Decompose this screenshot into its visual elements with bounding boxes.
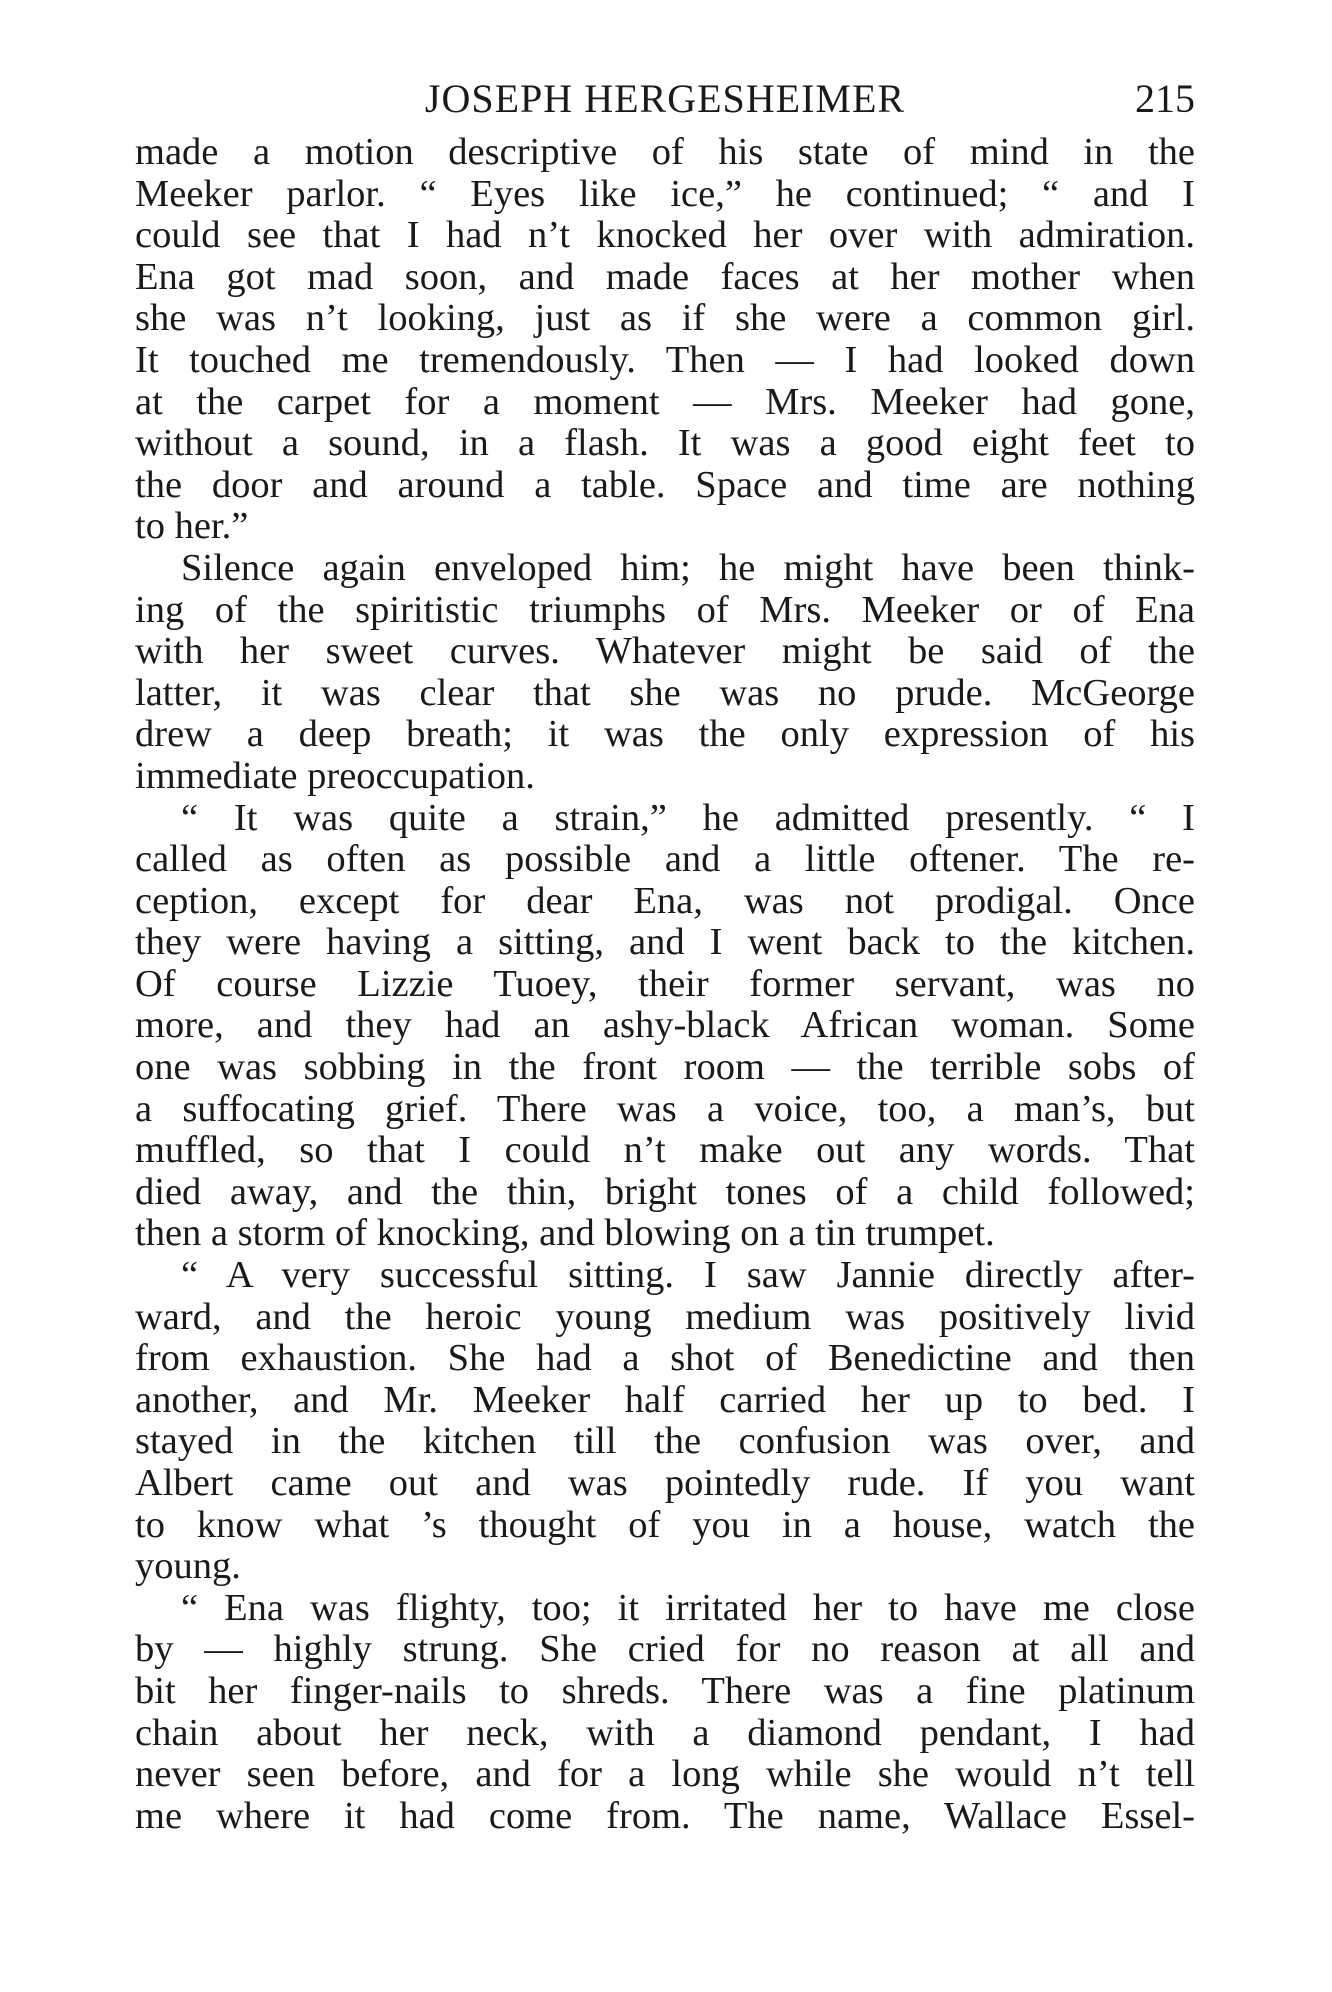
text-line: ward, and the heroic young medium was positively livid — [135, 1295, 1195, 1338]
text-line: bit her finger-nails to shreds. There was a fine platinum — [135, 1669, 1195, 1712]
text-line: “ Ena was flighty, too; it irritated her to have me close — [181, 1586, 1195, 1629]
text-line: Ena got mad soon, and made faces at her mother when — [135, 255, 1195, 298]
text-line: never seen before, and for a long while she would n’t tell — [135, 1753, 1195, 1796]
text-line: from exhaustion. She had a shot of Benedictine and then — [135, 1337, 1195, 1380]
text-line: drew a deep breath; it was the only expression of his — [135, 713, 1195, 756]
text-line: chain about her neck, with a diamond pendant, I had — [135, 1711, 1195, 1754]
text-line: “ It was quite a strain,” he admitted presently. “ I — [181, 796, 1195, 839]
text-line: at the carpet for a moment — Mrs. Meeker had gone, — [135, 380, 1195, 423]
text-line: called as often as possible and a little oftener. The re- — [135, 838, 1195, 881]
text-line: died away, and the thin, bright tones of a child followed; — [135, 1170, 1195, 1213]
text-line: the door and around a table. Space and time are nothing — [135, 463, 1195, 506]
book-page — [135, 70, 1195, 1837]
text-line: immediate preoccupation. — [135, 754, 535, 797]
page-number: 215 — [1135, 76, 1195, 121]
text-line: could see that I had n’t knocked her over with admiration. — [135, 214, 1195, 257]
text-line: then a storm of knocking, and blowing on a tin trumpet. — [135, 1212, 995, 1255]
text-line: they were having a sitting, and I went back to the kitchen. — [135, 921, 1195, 964]
running-head: JOSEPH HERGESHEIMER — [424, 76, 906, 121]
text-line: Meeker parlor. “ Eyes like ice,” he continued; “ and I — [135, 172, 1195, 215]
text-line: made a motion descriptive of his state of mind in the — [135, 131, 1195, 173]
text-line: to her.” — [135, 505, 249, 548]
text-line: to know what ’s thought of you in a house, watch the — [135, 1503, 1195, 1546]
text-line: another, and Mr. Meeker half carried her up to bed. I — [135, 1378, 1195, 1421]
body-text — [135, 132, 1195, 1837]
text-line: ing of the spiritistic triumphs of Mrs. Meeker or of Ena — [135, 588, 1195, 631]
text-line: ception, except for dear Ena, was not prodigal. Once — [135, 879, 1195, 922]
text-line: with her sweet curves. Whatever might be said of the — [135, 630, 1195, 673]
text-line: more, and they had an ashy-black African woman. Some — [135, 1004, 1195, 1047]
text-line: muffled, so that I could n’t make out any words. That — [135, 1129, 1195, 1172]
text-line: a suffocating grief. There was a voice, too, a man’s, but — [135, 1087, 1195, 1130]
text-line: “ A very successful sitting. I saw Jannie directly after- — [181, 1254, 1195, 1297]
text-line: by — highly strung. She cried for no reason at all and — [135, 1628, 1195, 1671]
text-line: Albert came out and was pointedly rude. If you want — [135, 1462, 1195, 1504]
page-header — [135, 70, 1195, 128]
text-line: she was n’t looking, just as if she were a common girl. — [135, 297, 1195, 340]
text-line: latter, it was clear that she was no prude. McGeorge — [135, 671, 1195, 714]
text-line: Of course Lizzie Tuoey, their former servant, was no — [135, 962, 1195, 1005]
text-line: young. — [135, 1545, 241, 1588]
text-line: Silence again enveloped him; he might have been think- — [181, 546, 1195, 589]
text-line: me where it had come from. The name, Wallace Essel- — [135, 1794, 1195, 1837]
text-line: It touched me tremendously. Then — I had looked down — [135, 338, 1195, 381]
text-line: one was sobbing in the front room — the terrible sobs of — [135, 1046, 1195, 1089]
text-line: without a sound, in a flash. It was a good eight feet to — [135, 422, 1195, 465]
text-line: stayed in the kitchen till the confusion was over, and — [135, 1420, 1195, 1463]
